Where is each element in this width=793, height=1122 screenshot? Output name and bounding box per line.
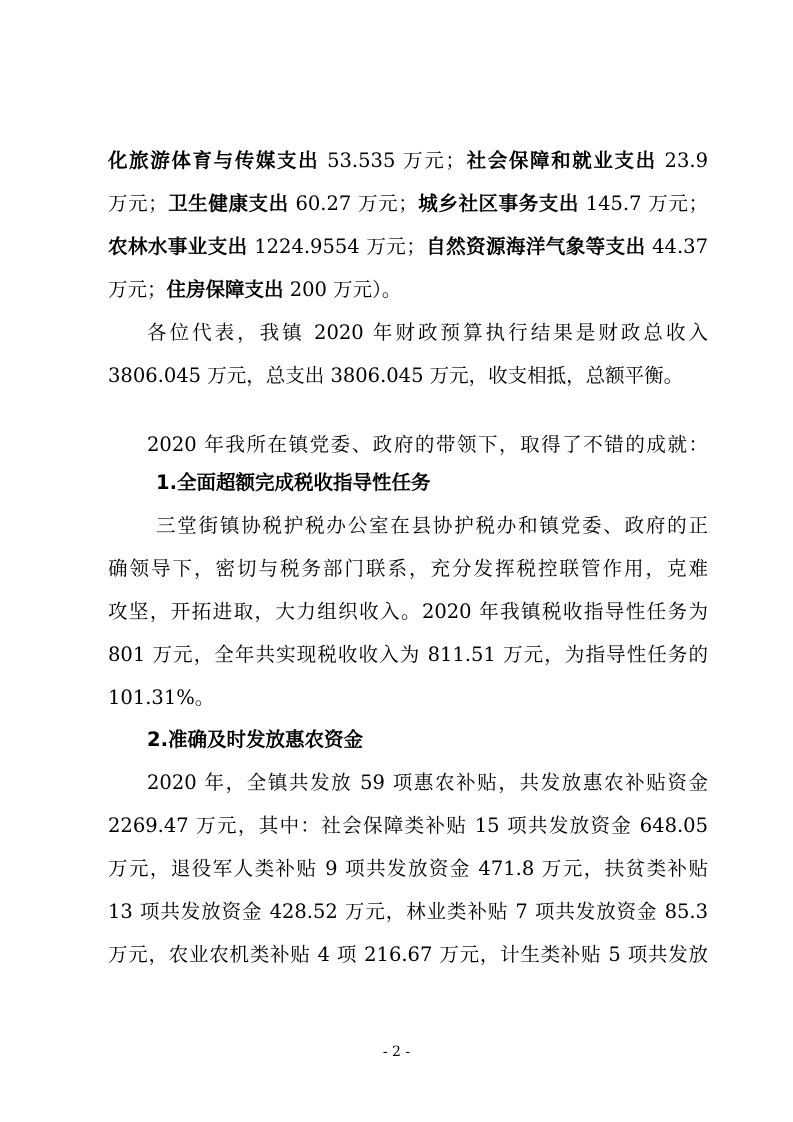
para4-line3: 万元，退役军人类补贴 9 项共发放资金 471.8 万元，扶贫类补贴 xyxy=(108,857,708,880)
para2-line1: 各位代表，我镇 2020 年财政预算执行结果是财政总收入 xyxy=(147,321,708,344)
text-segment: 万元； xyxy=(108,278,167,301)
para1-line1 xyxy=(108,146,708,176)
text-segment: 60.27 万元； xyxy=(288,192,418,215)
para4-line2: 2269.47 万元，其中：社会保障类补贴 15 项共发放资金 648.05 xyxy=(108,814,708,837)
para4-line4: 13 项共发放资金 428.52 万元，林业类补贴 7 项共发放资金 85.3 xyxy=(108,900,708,923)
text-segment: 44.37 xyxy=(645,235,708,258)
para3-line4: 801 万元，全年共实现税收收入为 811.51 万元，为指导性任务的 xyxy=(108,643,708,666)
intro-line: 2020 年我所在镇党委、政府的带领下，取得了不错的成就： xyxy=(147,433,708,456)
para3-line3: 攻坚，开拓进取，大力组织收入。2020 年我镇税收指导性任务为 xyxy=(108,600,708,623)
para1-line2 xyxy=(108,189,708,219)
bold-term: 城乡社区事务支出 xyxy=(417,192,579,215)
para4-line5: 万元，农业农机类补贴 4 项 216.67 万元，计生类补贴 5 项共发放 xyxy=(108,943,708,966)
bold-term: 住房保障支出 xyxy=(166,278,284,301)
para1-line4 xyxy=(108,275,708,305)
bold-term: 自然资源海洋气象等支出 xyxy=(425,235,646,258)
para3-line1: 三堂街镇协税护税办公室在县协护税办和镇党委、政府的正 xyxy=(156,514,708,537)
heading-1: 1.全面超额完成税收指导性任务 xyxy=(156,471,431,494)
para1-line3 xyxy=(108,232,708,262)
text-segment: 23.9 xyxy=(656,149,708,172)
bold-term: 社会保障和就业支出 xyxy=(464,149,657,172)
para2-line2: 3806.045 万元，总支出 3806.045 万元，收支相抵，总额平衡。 xyxy=(108,364,684,387)
bold-term: 农林水事业支出 xyxy=(108,235,248,258)
text-segment: 145.7 万元； xyxy=(578,192,708,215)
bold-term: 卫生健康支出 xyxy=(167,192,289,215)
para3-line5: 101.31%。 xyxy=(108,686,215,709)
text-segment: 53.535 万元； xyxy=(319,149,465,172)
para3-line2: 确领导下，密切与税务部门联系，充分发挥税控联管作用，克难 xyxy=(108,557,708,580)
para4-line1: 2020 年，全镇共发放 59 项惠农补贴，共发放惠农补贴资金 xyxy=(147,771,708,794)
text-segment: 1224.9554 万元； xyxy=(247,235,426,258)
bold-term: 化旅游体育与传媒支出 xyxy=(108,149,320,172)
heading-2: 2.准确及时发放惠农资金 xyxy=(147,728,363,751)
text-segment: 200 万元）。 xyxy=(283,278,402,301)
text-segment: 万元； xyxy=(108,192,168,215)
page-number: - 2 - xyxy=(382,1044,411,1060)
